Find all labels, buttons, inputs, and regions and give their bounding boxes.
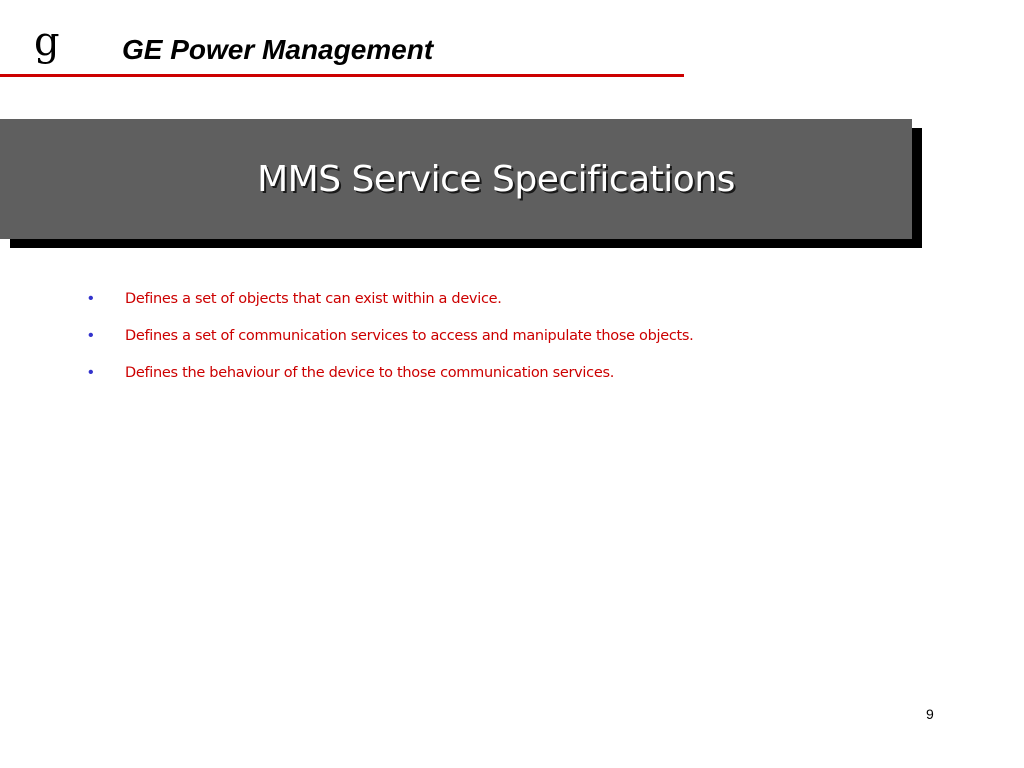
bullet-text: Defines a set of objects that can exist within a device. <box>125 291 502 307</box>
bullet-text: Defines a set of communication services to access and manipulate those objects. <box>125 328 694 344</box>
bullet-icon: • <box>88 364 94 381</box>
page-number: 9 <box>926 706 934 722</box>
company-name: GE Power Management <box>122 34 434 65</box>
list-item <box>88 290 693 327</box>
title-band <box>0 119 912 239</box>
bullet-text: Defines the behaviour of the device to those communication services. <box>125 365 615 381</box>
slide-title: MMS Service Specifications <box>257 158 735 200</box>
header-divider <box>0 74 684 77</box>
bullet-icon: • <box>88 290 94 307</box>
bullet-list <box>88 290 693 401</box>
list-item <box>88 327 693 364</box>
bullet-icon: • <box>88 327 94 344</box>
ge-logo: g <box>34 19 60 65</box>
list-item <box>88 364 693 401</box>
